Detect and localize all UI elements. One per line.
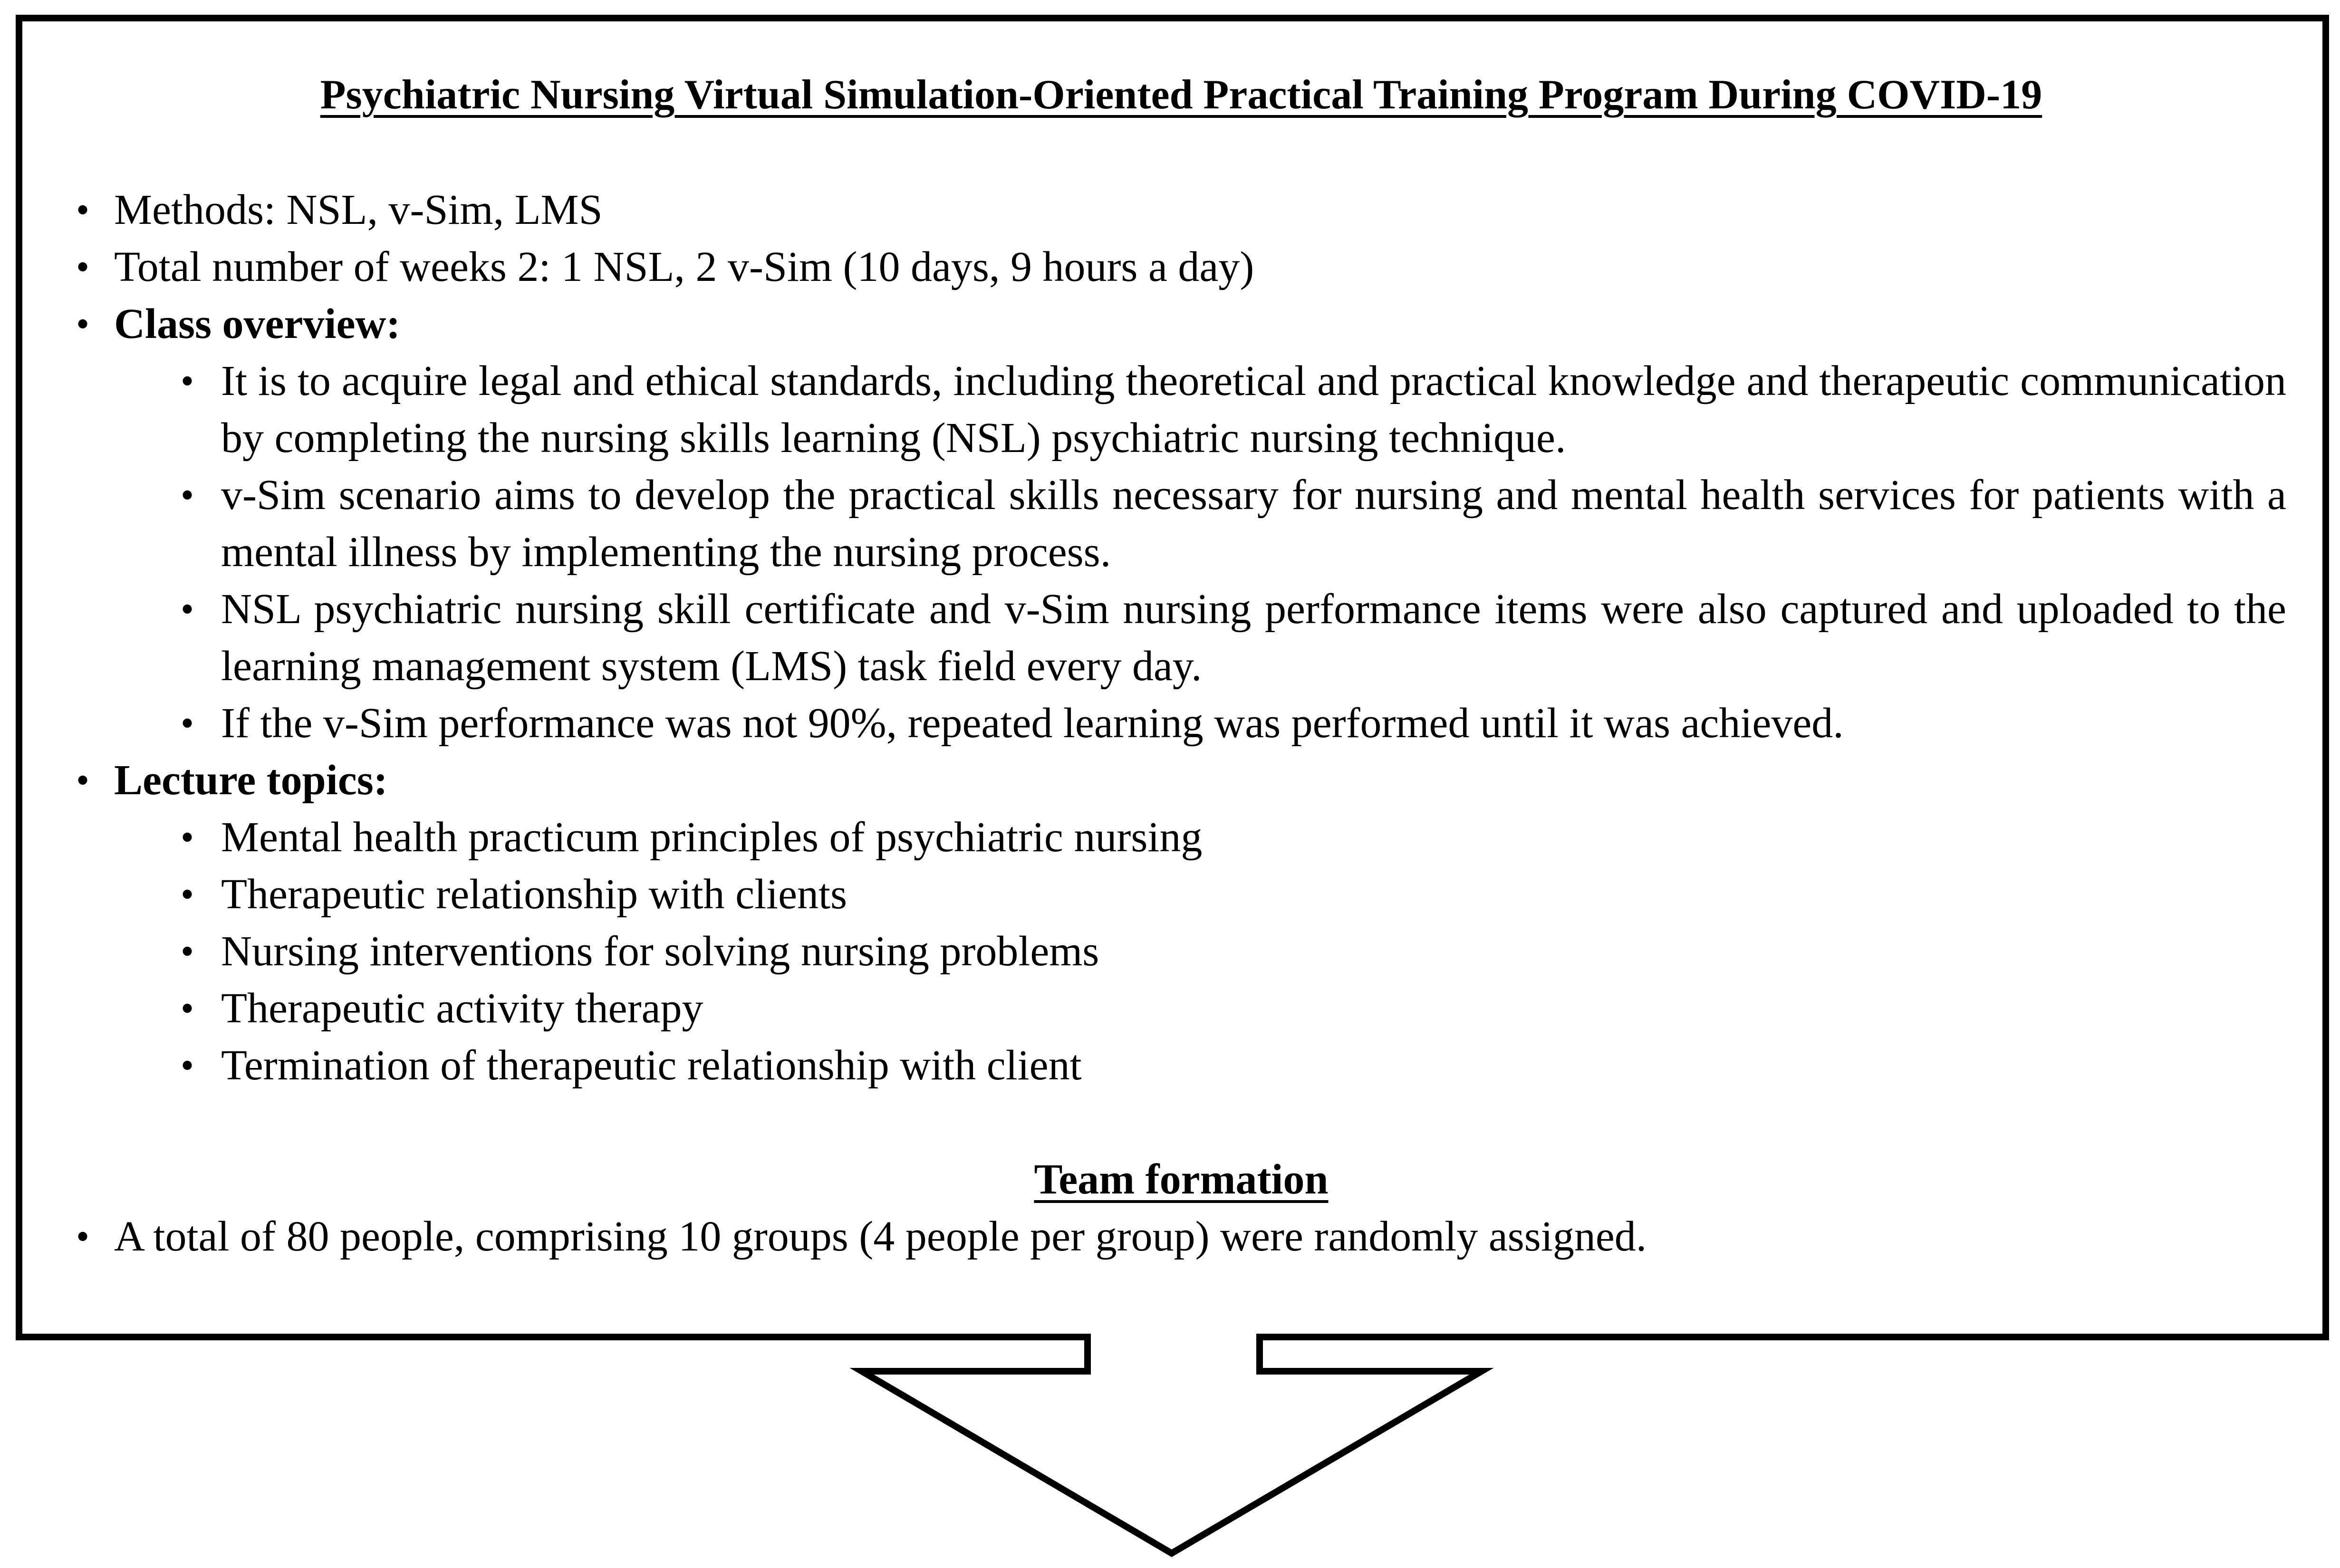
bullet: • [76,189,90,231]
lecture-topic-item [76,980,2286,1037]
bullet: • [181,474,194,516]
topic-text: Therapeutic relationship with clients [221,871,847,918]
bullet: • [76,760,90,801]
bullet: • [76,303,90,345]
lecture-topic-item [76,866,2286,923]
bullet: • [181,817,194,858]
topic-text: Termination of therapeutic relationship with client [221,1042,1082,1089]
item-text: Methods: NSL, v-Sim, LMS [114,186,603,233]
team-formation-heading: Team formation [1034,1156,1329,1203]
lecture-topics-heading [76,752,2286,809]
bullet: • [181,874,194,915]
topic-text: Therapeutic activity therapy [221,985,703,1032]
bullet: • [181,702,194,744]
topic-text: Mental health practicum principles of psychiatric nursing [221,814,1203,861]
lecture-topic-item [76,1037,2286,1094]
lecture-topic-item [76,923,2286,980]
bullet: • [181,931,194,972]
program-title: Psychiatric Nursing Virtual Simulation-Oriented Practical Training Program During COVID-19 [320,72,2042,118]
class-overview-point [76,467,2286,581]
team-text: A total of 80 people, comprising 10 groups (4 people per group) were randomly assigned. [114,1213,1647,1260]
lecture-topic-item [76,809,2286,866]
program-content [76,67,2286,1265]
bullet: • [181,1045,194,1087]
class-overview-heading [76,296,2286,353]
bullet: • [76,1216,90,1258]
item-text: Total number of weeks 2: 1 NSL, 2 v-Sim (10 days, 9 hours a day) [114,243,1254,290]
bullet: • [181,988,194,1029]
team-formation-item [76,1208,2286,1265]
topic-text: Nursing interventions for solving nursing problems [221,928,1099,975]
point-text: NSL psychiatric nursing skill certificate and v-Sim nursing performance items were also captured and uploaded to the learning management system (LMS) task field every day. [221,586,2286,690]
class-overview-point [76,695,2286,752]
point-text: If the v-Sim performance was not 90%, repeated learning was performed until it was achieved. [221,700,1844,747]
class-overview-point [76,353,2286,467]
bullet: • [181,360,194,402]
bullet: • [76,246,90,288]
methods-item [76,182,2286,239]
heading-text: Class overview: [114,300,401,347]
heading-text: Lecture topics: [114,757,388,804]
bullet: • [181,588,194,630]
point-text: v-Sim scenario aims to develop the practical skills necessary for nursing and mental health services for patients with a mental illness by implementing the nursing process. [221,471,2286,576]
point-text: It is to acquire legal and ethical standards, including theoretical and practical knowledge and therapeutic communication by completing the nursing skills learning (NSL) psychiatric nursing technique. [221,357,2286,462]
class-overview-point [76,581,2286,695]
weeks-item [76,239,2286,296]
